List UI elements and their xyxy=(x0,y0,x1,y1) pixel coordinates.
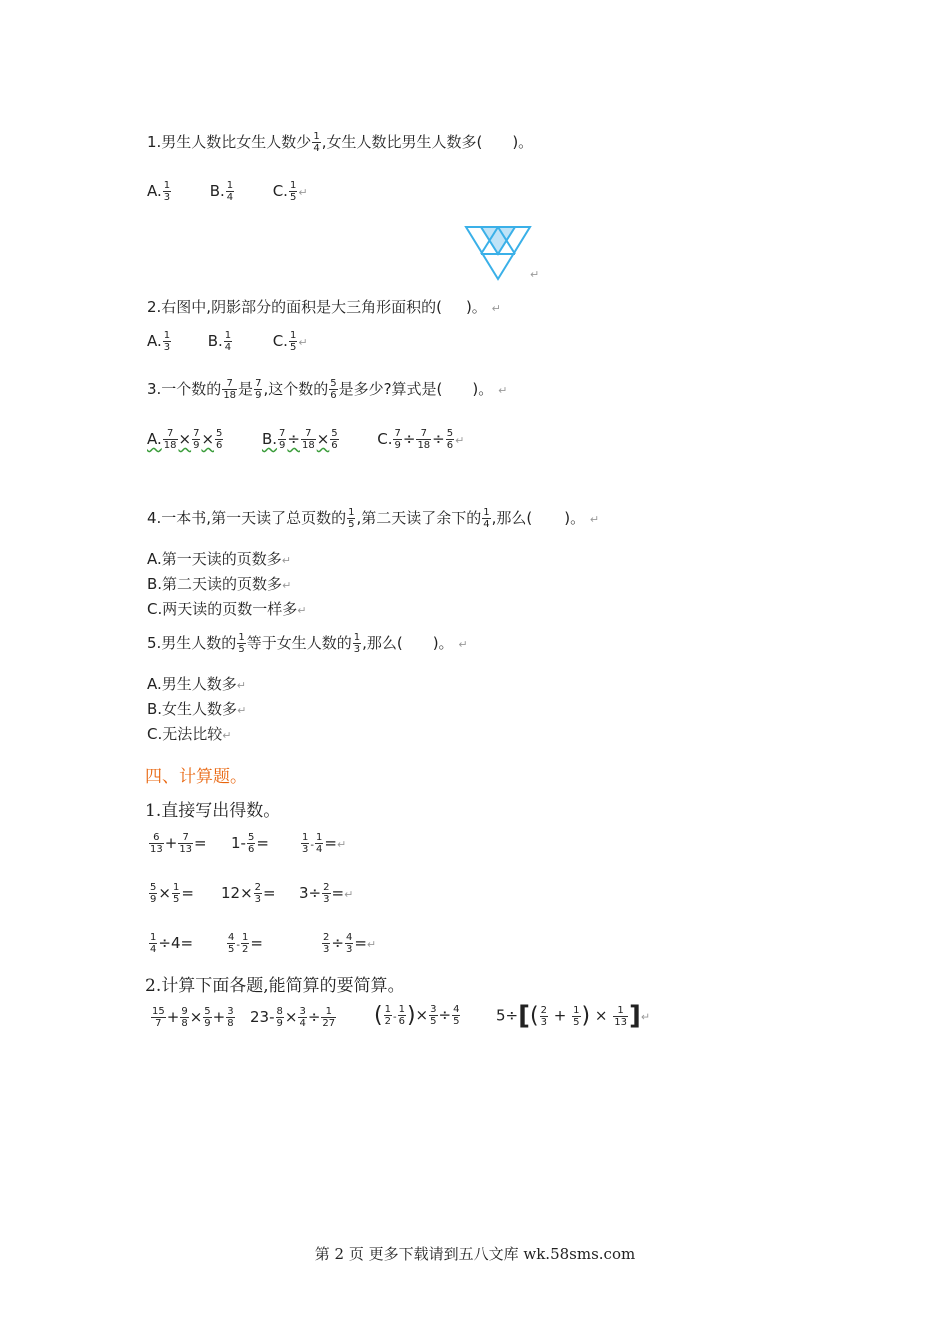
q2-options xyxy=(147,330,308,353)
q4-option-b: B.第二天读的页数多↵ xyxy=(147,575,292,593)
option-c: C. $\frac{1}{5}$ ↵ xyxy=(272,330,308,353)
question-4: 4.一本书,第一天读了总页数的 $\frac{1}{5}$ ,第二天读了余下的 $\frac{1}{4}$ ,那么( )。 ↵ xyxy=(147,507,600,530)
question-5: 5.男生人数的 $\frac{1}{5}$ 等于女生人数的 $\frac{1}{3}$ ,那么( )。 ↵ xyxy=(147,632,468,655)
calc-3c: $\frac{2}{3}$ ÷ $\frac{4}{3}$ =↵ xyxy=(323,932,377,955)
expression-4: 5÷[( $\frac{2}{3}$ + $\frac{1}{5}$ ) × $\frac{1}{13}$ ]↵ xyxy=(496,1001,651,1031)
q4-option-c: C.两天读的页数一样多↵ xyxy=(147,600,307,618)
question-2: 2.右图中,阴影部分的面积是大三角形面积的( )。 ↵ xyxy=(147,298,501,316)
calc-3b: $\frac{4}{5}$ - $\frac{1}{2}$ = xyxy=(228,932,263,955)
section-title: 四、计算题。 xyxy=(145,767,247,787)
expression-1: $\frac{15}{7}$ + $\frac{9}{8}$ × $\frac{5}{9}$ + $\frac{3}{8}$ xyxy=(152,1006,234,1029)
option-a: A. $\frac{1}{3}$ xyxy=(147,180,171,203)
q5-option-c: C.无法比较↵ xyxy=(147,725,232,743)
calc-1a: $\frac{6}{13}$ + $\frac{7}{13}$ = xyxy=(150,832,207,855)
expression-3: ( $\frac{1}{2}$ - $\frac{1}{6}$ )× $\frac{3}{5}$ ÷ $\frac{4}{5}$ xyxy=(374,1003,460,1028)
subsection-1-title: 1.直接写出得数。 xyxy=(145,801,281,821)
fraction: $\frac{1}{4}$ xyxy=(313,131,320,154)
option-b: B. $\frac{1}{4}$ xyxy=(207,330,232,353)
q1-text: 1.男生人数比女生人数少 xyxy=(147,133,312,151)
calc-3a: $\frac{1}{4}$ ÷4= xyxy=(150,932,194,955)
subsection-2-title: 2.计算下面各题,能简算的要简算。 xyxy=(145,976,405,996)
expression-2: 23- $\frac{8}{9}$ × $\frac{3}{4}$ ÷ $\frac{1}{27}$ xyxy=(250,1006,336,1029)
triangle-figure xyxy=(464,225,532,281)
option-c: C. $\frac{1}{5}$ ↵ xyxy=(272,180,308,203)
option-a: A. $\frac{1}{3}$ xyxy=(147,330,171,353)
q1-text-2: ,女生人数比男生人数多( xyxy=(321,133,483,151)
q4-option-a: A.第一天读的页数多↵ xyxy=(147,550,291,568)
shaded-triangle xyxy=(481,227,515,254)
calc-1c: $\frac{1}{3}$ - $\frac{1}{4}$ =↵ xyxy=(302,832,347,855)
question-1: 1.男生人数比女生人数少 $\frac{1}{4}$ ,女生人数比男生人数多( )。 xyxy=(147,131,534,154)
q3-options xyxy=(147,428,464,451)
calc-1b: 1- $\frac{5}{6}$ = xyxy=(231,832,269,855)
q5-option-b: B.女生人数多↵ xyxy=(147,700,247,718)
question-3: 3.一个数的 $\frac{7}{18}$ 是 $\frac{7}{9}$ ,这个数的 $\frac{5}{6}$ 是多少?算式是( )。 ↵ xyxy=(147,378,508,401)
calc-2b: 12× $\frac{2}{3}$ = xyxy=(221,882,276,905)
calc-2c: 3÷ $\frac{2}{3}$ =↵ xyxy=(299,882,354,905)
option-c: C. $\frac{7}{9}$ ÷ $\frac{7}{18}$ ÷ $\frac{5}{6}$ ↵ xyxy=(377,428,465,451)
return-mark: ↵ xyxy=(530,268,540,281)
q1-options xyxy=(147,180,308,203)
option-b: B. $\frac{7}{9}$ ÷ $\frac{7}{18}$ × $\frac{5}{6}$ xyxy=(261,428,338,451)
calc-2a: $\frac{5}{9}$ × $\frac{1}{5}$ = xyxy=(150,882,194,905)
option-b: B. $\frac{1}{4}$ xyxy=(209,180,234,203)
option-a: A. $\frac{7}{18}$ × $\frac{7}{9}$ × $\frac{5}{6}$ xyxy=(147,428,223,451)
q5-option-a: A.男生人数多↵ xyxy=(147,675,246,693)
page-footer: 第 2 页 更多下载请到五八文库 wk.58sms.com xyxy=(314,1245,636,1263)
